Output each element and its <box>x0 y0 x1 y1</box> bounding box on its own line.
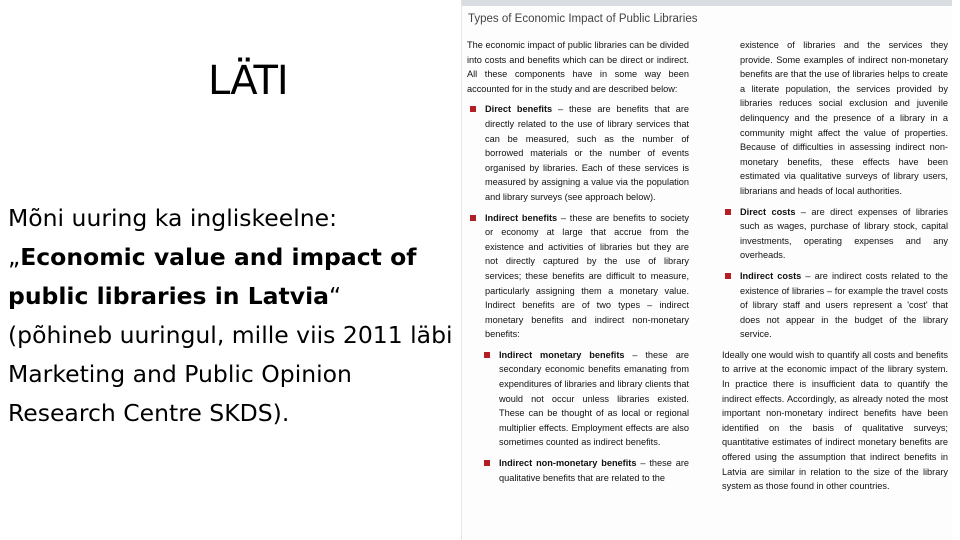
study-title: Economic value and impact of public libraries in Latvia <box>8 243 417 310</box>
square-bullet-icon <box>725 273 731 279</box>
bullet-label: Direct costs <box>740 206 796 217</box>
bullet-text: – these are benefits that are directly related to the use of library services that can be measured, such as the number of borrowed materials or the number of events organised by libraries. Each of these services is measured by assigning a value via the population and library surveys (see approach below). <box>485 104 689 202</box>
bullet-text: – these are qualitative benefits that are related to the <box>499 458 689 483</box>
study-intro: Mõni uuring ka ingliskeelne: <box>8 204 337 232</box>
bullet-label: Indirect costs <box>740 270 802 281</box>
bullet-label: Indirect benefits <box>485 212 558 223</box>
bullet-indirect-benefits <box>467 211 689 342</box>
bullet-text: – are indirect costs related to the existence of libraries – for example the travel costs of library staff and users represent a 'cost' that does not appear in the budget of the library service. <box>740 270 948 340</box>
slide-body-text <box>8 199 458 433</box>
square-bullet-icon <box>470 106 476 112</box>
bullet-indirect-nonmonetary <box>481 456 689 485</box>
document-excerpt <box>461 0 952 540</box>
document-closing-paragraph: Ideally one would wish to quantify all costs and benefits to arrive at the economic impact of the library system. In practice there is insufficient data to quantify the indirect effects. Accordingly, as already noted the most important non-monetary indirect benefits have been identified on the basis of qualitative surveys; quantitative estimates of indirect monetary benefits are offered using the assumption that indirect benefits in Latvia are similar in relation to the size of the library system as those found in other countries. <box>722 349 948 492</box>
bullet-label: Indirect monetary benefits <box>499 349 625 360</box>
square-bullet-icon <box>470 215 476 221</box>
bullet-direct-costs <box>722 205 948 263</box>
document-right-column <box>722 38 948 500</box>
quote-open-mark: „ <box>8 243 21 271</box>
slide-title: LÄTI <box>208 58 288 104</box>
bullet-direct-benefits <box>467 102 689 204</box>
bullet-text: – these are benefits to society or economy at large that accrue from the existence and activities of libraries but they are not directly captured by the use of library services; these benefits are difficult to measure, particularly assigning them a monetary value. Indirect benefits are of two types – indirect monetary benefits and indirect non-monetary benefits: <box>485 212 689 340</box>
bullet-label: Indirect non-monetary benefits <box>499 458 637 469</box>
nonmonetary-continuation: existence of libraries and the services they provide. Some examples of indirect non-monetary benefits are that the use of libraries helps to create a literate population, the services provided by libraries reduces social exclusion and juvenile delinquency and the presence of a library in a community might affect the value of properties. Because of difficulties in assessing indirect non-monetary benefits, these effects have been estimated via qualitative surveys of library users, librarians and heads of local authorities. <box>740 40 948 196</box>
bullet-text: – are direct expenses of libraries such as wages, purchase of library stock, capital investments, operating expenses and any overheads. <box>740 206 948 261</box>
square-bullet-icon <box>484 460 490 466</box>
square-bullet-icon <box>484 352 490 358</box>
document-left-column <box>467 38 689 491</box>
bullet-indirect-costs <box>722 269 948 342</box>
quote-close-mark: “ <box>329 282 342 310</box>
document-intro: The economic impact of public libraries can be divided into costs and benefits which can be direct or indirect. All these components have in some way been accounted for in the study and are described below: <box>467 40 689 94</box>
square-bullet-icon <box>725 209 731 215</box>
bullet-label: Direct benefits <box>485 104 553 115</box>
study-note: (põhineb uuringul, mille viis 2011 läbi Marketing and Public Opinion Research Centre SKDS). <box>8 321 453 427</box>
bullet-text: – these are secondary economic benefits emanating from expenditures of libraries and library clients that would not occur unless libraries existed. These can be thought of as local or regional multiplier effects. Employment effects are also sometimes counted as indirect benefits. <box>499 349 689 448</box>
document-top-bar <box>462 0 952 6</box>
document-title: Types of Economic Impact of Public Libraries <box>468 13 698 25</box>
bullet-indirect-monetary <box>481 348 689 450</box>
